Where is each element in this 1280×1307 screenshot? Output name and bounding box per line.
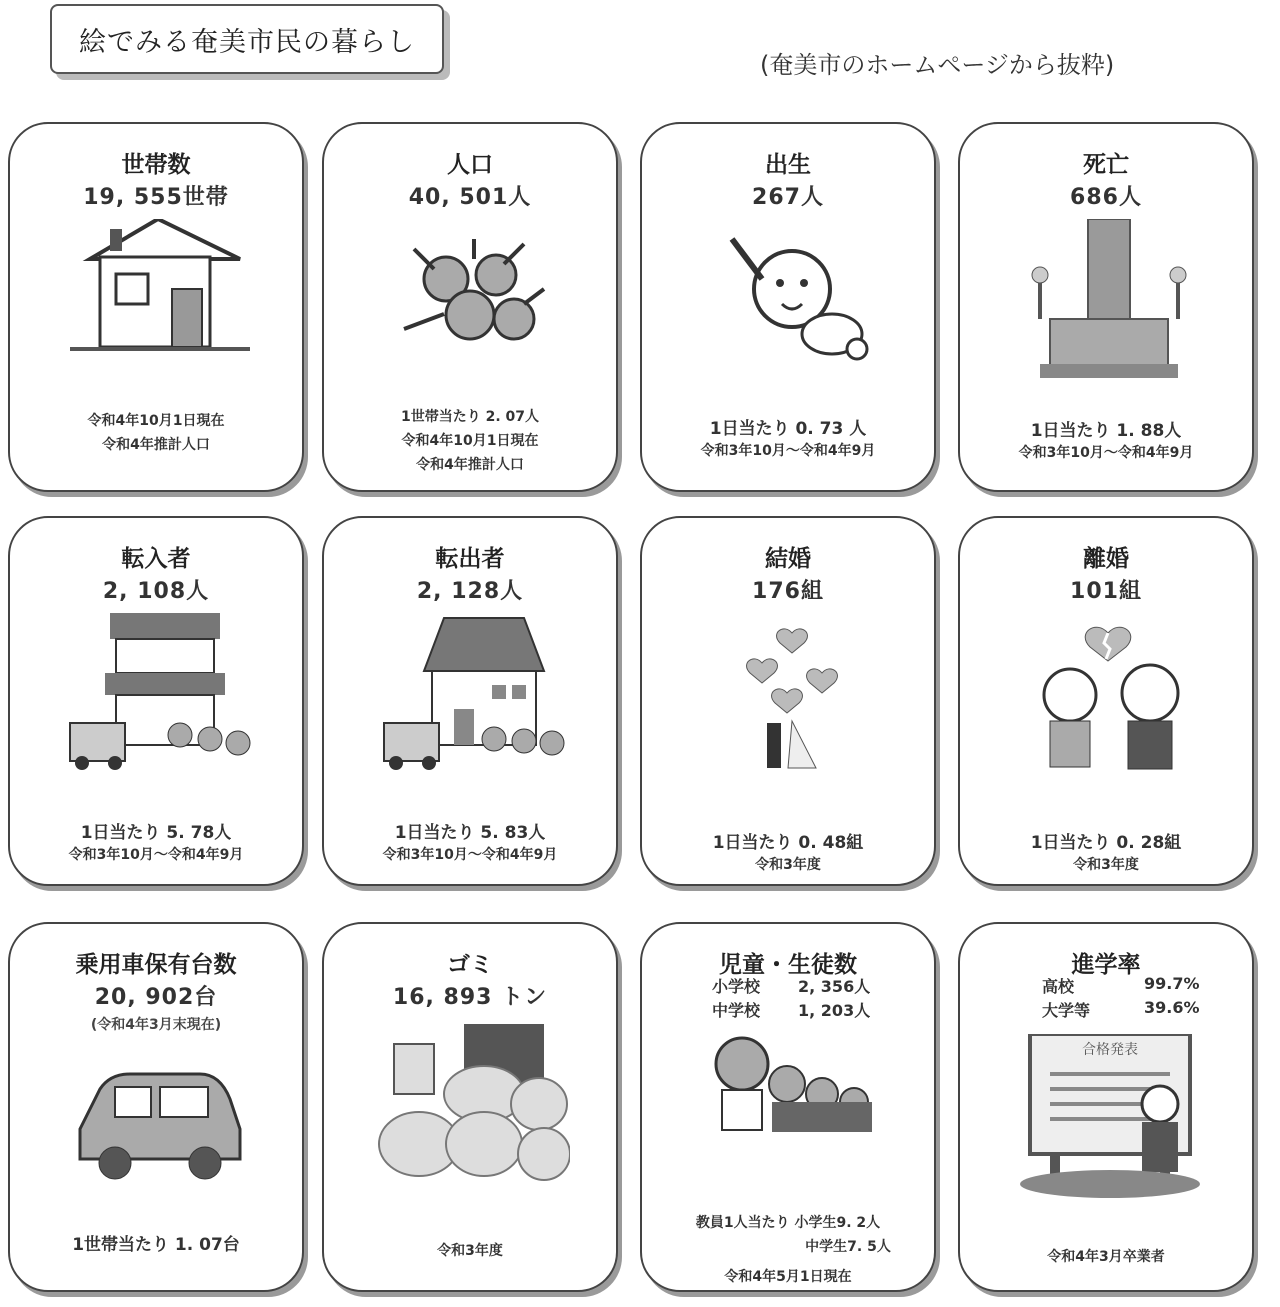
card-note: 1世帯当たり 1. 07台	[72, 1235, 240, 1255]
source-note: (奄美市のホームページから抜粋)	[760, 51, 1115, 79]
card-value: 19, 555世帯	[83, 185, 229, 210]
juniorhigh-label: 中学校	[712, 1001, 761, 1020]
card-value: 2, 128人	[416, 579, 524, 604]
card-title: ゴミ	[447, 952, 493, 978]
card-title: 人口	[447, 152, 493, 178]
card-births	[640, 122, 936, 492]
card-move-out	[322, 516, 618, 886]
university-label: 大学等	[1042, 1001, 1091, 1020]
card-note: 令和4年3月卒業者	[1047, 1249, 1165, 1265]
moving-house-illustration	[374, 613, 570, 783]
card-subnote: (令和4年3月末現在)	[90, 1017, 222, 1033]
card-households	[8, 122, 304, 492]
card-value: 686人	[1070, 185, 1142, 210]
card-students	[640, 922, 936, 1292]
card-note: 1日当たり 0. 28組	[1030, 833, 1182, 853]
card-title: 転出者	[435, 546, 505, 572]
card-note: 令和4年5月1日現在	[724, 1269, 852, 1285]
card-note: 1日当たり 5. 78人	[80, 823, 232, 843]
card-note: 令和3年度	[755, 857, 821, 873]
card-deaths	[958, 122, 1254, 492]
card-value: 2, 108人	[102, 579, 210, 604]
card-title: 出生	[765, 152, 811, 178]
card-note: 令和3年10月～令和4年9月	[382, 847, 558, 863]
card-title: 転入者	[121, 546, 191, 572]
card-title: 結婚	[765, 546, 811, 572]
juniorhigh-line	[712, 998, 870, 1021]
highschool-label: 高校	[1042, 977, 1075, 996]
card-note: 中学生7. 5人	[805, 1239, 891, 1255]
university-value: 39.6%	[1144, 998, 1200, 1017]
highschool-line	[1042, 974, 1200, 997]
juniorhigh-value: 1, 203人	[798, 1001, 871, 1020]
car-illustration	[60, 1039, 256, 1209]
baby-illustration	[692, 219, 888, 389]
page-title: 絵でみる奄美市民の暮らし	[79, 26, 415, 58]
card-note: 1日当たり 0. 73 人	[709, 419, 867, 439]
elementary-line	[712, 974, 870, 997]
card-title: 死亡	[1083, 152, 1129, 178]
page-title-box	[50, 4, 444, 74]
card-note: 令和3年10月～令和4年9月	[68, 847, 244, 863]
card-note: 令和3年度	[437, 1243, 503, 1259]
card-cars	[8, 922, 304, 1292]
card-note: 令和4年10月1日現在	[87, 413, 225, 429]
card-value: 20, 902台	[94, 985, 218, 1010]
card-marriages	[640, 516, 936, 886]
card-title: 進学率	[1071, 952, 1141, 978]
card-value: 16, 893 トン	[392, 985, 548, 1010]
garbage-bags-illustration	[374, 1024, 570, 1194]
card-divorces	[958, 516, 1254, 886]
card-value: 267人	[752, 185, 824, 210]
moving-house-illustration	[60, 613, 256, 783]
house-illustration	[60, 219, 256, 389]
card-advancement	[958, 922, 1254, 1292]
card-note: 教員1人当たり 小学生9. 2人	[695, 1215, 881, 1231]
elementary-label: 小学校	[712, 977, 761, 996]
card-note: 令和3年度	[1073, 857, 1139, 873]
card-note: 令和4年推計人口	[102, 437, 210, 453]
card-note: 1日当たり 0. 48組	[712, 833, 864, 853]
card-title: 離婚	[1083, 546, 1129, 572]
card-value: 101組	[1070, 579, 1142, 604]
people-crowd-illustration	[374, 219, 570, 389]
highschool-value: 99.7%	[1144, 974, 1200, 993]
board-text: 合格発表	[1082, 1042, 1138, 1058]
card-value: 176組	[752, 579, 824, 604]
card-garbage	[322, 922, 618, 1292]
exam-results-board-illustration	[1000, 1034, 1216, 1204]
wedding-couple-illustration	[692, 613, 888, 783]
card-title: 乗用車保有台数	[75, 952, 237, 978]
card-population	[322, 122, 618, 492]
grave-illustration	[1010, 219, 1206, 389]
children-illustration	[692, 1034, 888, 1204]
card-note: 令和4年10月1日現在	[401, 433, 539, 449]
separated-couple-illustration	[1010, 613, 1206, 783]
card-note: 1日当たり 1. 88人	[1030, 421, 1182, 441]
card-note: 令和3年10月～令和4年9月	[1018, 445, 1194, 461]
card-note: 1世帯当たり 2. 07人	[400, 409, 540, 425]
card-note: 令和4年推計人口	[416, 457, 524, 473]
card-move-in	[8, 516, 304, 886]
card-value: 40, 501人	[408, 185, 532, 210]
card-title: 児童・生徒数	[719, 952, 857, 978]
university-line	[1042, 998, 1200, 1021]
card-title: 世帯数	[121, 152, 191, 178]
elementary-value: 2, 356人	[798, 977, 871, 996]
card-note: 1日当たり 5. 83人	[394, 823, 546, 843]
card-note: 令和3年10月～令和4年9月	[700, 443, 876, 459]
